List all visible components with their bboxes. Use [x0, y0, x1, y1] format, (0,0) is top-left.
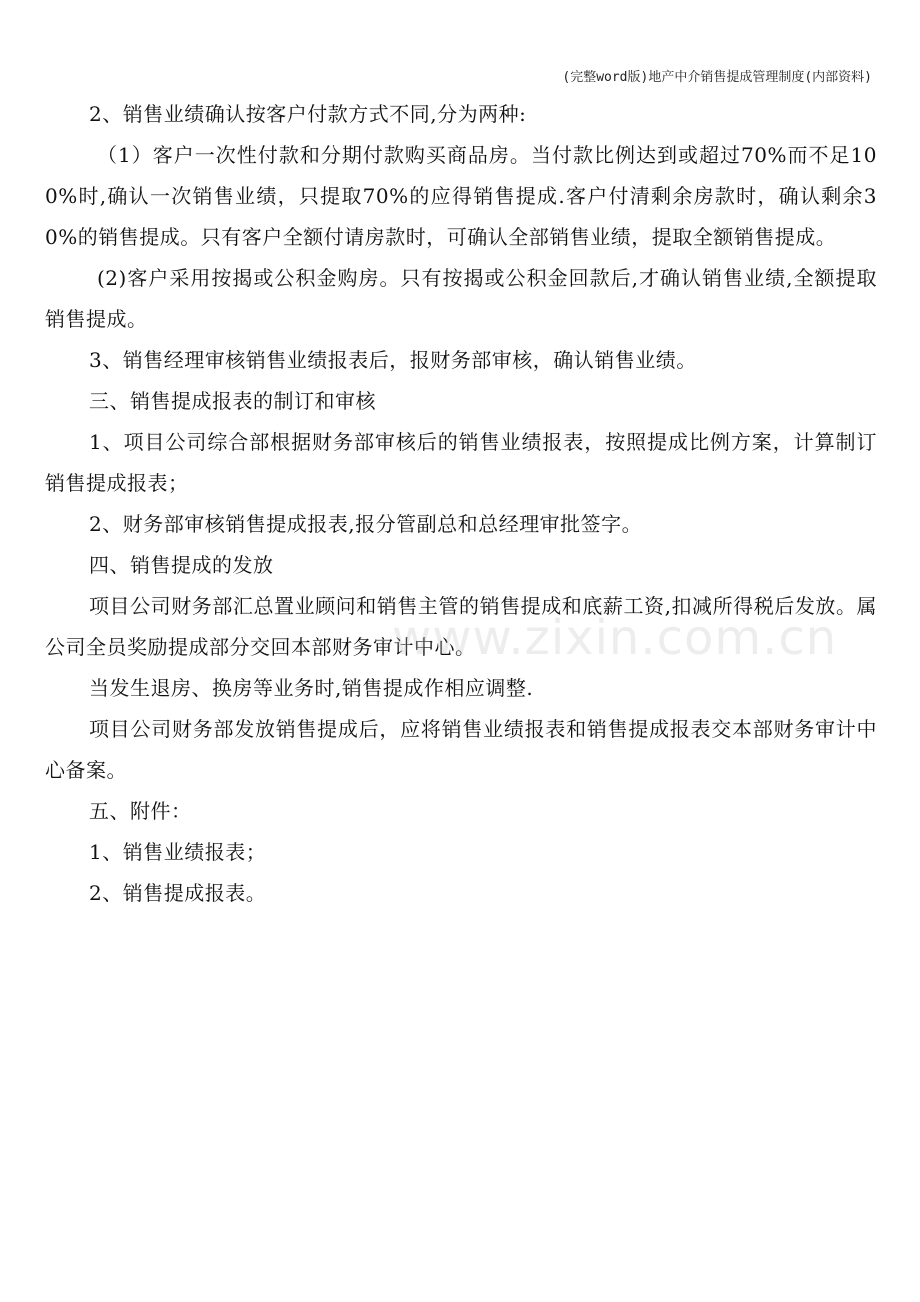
attachment-item: 2、销售提成报表。: [89, 881, 267, 905]
attachment-item: 1、销售业绩报表；: [89, 840, 267, 864]
paragraph-finance-review: 2、财务部审核销售提成报表,报分管副总和总经理审批签字。: [89, 512, 643, 536]
document-header: (完整word版)地产中介销售提成管理制度(内部资料): [562, 70, 872, 85]
paragraph-adjustment: 当发生退房、换房等业务时,销售提成作相应调整.: [89, 676, 534, 700]
paragraph-report-preparation: 1、项目公司综合部根据财务部审核后的销售业绩报表，按照提成比例方案，计算制订销售提成报表；: [45, 430, 877, 495]
paragraph-archiving: 项目公司财务部发放销售提成后，应将销售业绩报表和销售提成报表交本部财务审计中心备案。: [45, 717, 877, 782]
paragraph-mortgage-payment: (2)客户采用按揭或公积金购房。只有按揭或公积金回款后,才确认销售业绩,全额提取销售提成。: [45, 266, 877, 331]
paragraph-payout-process: 项目公司财务部汇总置业顾问和销售主管的销售提成和底薪工资,扣减所得税后发放。属公司全员奖励提成部分交回本部财务审计中心。: [45, 594, 877, 659]
paragraph-manager-review: 3、销售经理审核销售业绩报表后，报财务部审核，确认销售业绩。: [89, 348, 697, 372]
document-body: [45, 94, 877, 914]
section-heading-report: 三、销售提成报表的制订和审核: [89, 389, 376, 413]
section-heading-attachments: 五、附件：: [89, 799, 192, 823]
section-heading-payout: 四、销售提成的发放: [89, 553, 274, 577]
watermark: www.zixin.com.cn: [392, 610, 838, 666]
paragraph-full-installment-payment: （1）客户一次性付款和分期付款购买商品房。当付款比例达到或超过70%而不足100%时,确认一次销售业绩，只提取70%的应得销售提成.客户付清剩余房款时，确认剩余30%的销售提成。只有客户全额付请房款时，可确认全部销售业绩，提取全额销售提成。: [45, 143, 877, 249]
paragraph-performance-confirmation: 2、销售业绩确认按客户付款方式不同,分为两种:: [89, 102, 527, 126]
